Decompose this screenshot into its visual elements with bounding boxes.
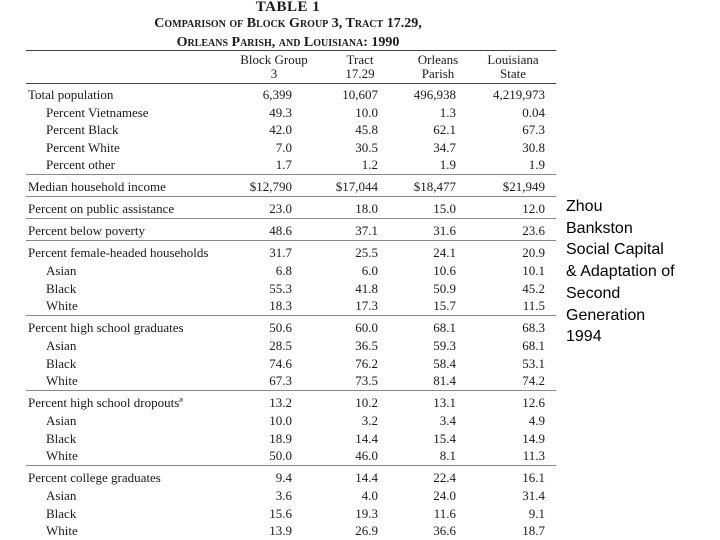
row-label: Percent Vietnamese	[46, 104, 149, 120]
row-value: 6.0	[361, 263, 378, 278]
table-row	[20, 372, 556, 390]
row-label: Black	[46, 505, 77, 521]
table-row	[20, 337, 556, 355]
row-label: Asian	[46, 488, 77, 503]
row-value: 8.1	[439, 448, 456, 463]
table-row	[20, 121, 556, 139]
row-value: 67.3	[522, 122, 545, 137]
row-value: 23.0	[269, 201, 292, 216]
row-value: 59.3	[433, 338, 456, 353]
comparison-table	[20, 0, 556, 540]
row-value: 1.3	[439, 104, 456, 120]
row-value: $18,477	[413, 179, 456, 194]
group-rule	[26, 174, 556, 175]
row-value: 3.6	[275, 488, 292, 503]
row-value: $12,790	[249, 179, 292, 194]
column-header-orleans-parish: Orleans Parish	[417, 52, 459, 81]
row-label: White	[46, 298, 78, 313]
table-row	[20, 355, 556, 373]
row-value: 49.3	[269, 104, 292, 120]
row-label: White	[46, 523, 78, 538]
citation-line: & Adaptation of	[566, 263, 675, 281]
row-label: Percent White	[46, 139, 120, 155]
row-value: 4.9	[528, 413, 545, 428]
row-value: 10.1	[522, 263, 545, 278]
row-value: 12.6	[522, 395, 545, 410]
row-value: 25.5	[355, 245, 378, 260]
table-row	[20, 412, 556, 430]
row-value: 37.1	[355, 223, 378, 238]
row-value: 30.8	[522, 139, 545, 155]
citation-line: Second	[566, 284, 621, 302]
citation-line: Zhou	[566, 198, 603, 215]
table-row	[20, 200, 556, 218]
row-value: 45.2	[522, 280, 545, 296]
row-value: 11.5	[522, 298, 545, 313]
row-value: 15.6	[269, 505, 292, 521]
table-title: TABLE 1	[255, 0, 321, 15]
row-value: 18.3	[269, 298, 292, 313]
row-value: 36.6	[433, 523, 456, 538]
table-row	[20, 139, 556, 157]
row-value: 31.7	[269, 245, 292, 260]
table-row	[20, 505, 556, 523]
table-row	[20, 262, 556, 280]
row-value: 16.1	[522, 470, 545, 485]
row-label: Asian	[46, 338, 77, 353]
row-value: 13.9	[269, 523, 292, 538]
row-value: 6.8	[275, 263, 292, 278]
table-row	[20, 447, 556, 465]
row-value: 26.9	[355, 523, 378, 538]
row-value: 68.3	[522, 320, 545, 335]
row-value: 73.5	[355, 373, 378, 388]
citation-line: Bankston	[566, 219, 633, 237]
header-rule-top	[26, 50, 556, 51]
table-row	[20, 469, 556, 487]
row-value: 13.2	[269, 395, 292, 410]
row-value: 3.2	[361, 413, 378, 428]
row-value: 11.6	[433, 505, 456, 521]
row-label: White	[46, 373, 78, 388]
row-value: 67.3	[269, 373, 292, 388]
row-value: 36.5	[355, 338, 378, 353]
row-value: 10.6	[433, 263, 456, 278]
row-value: 20.9	[522, 245, 545, 260]
row-value: 74.6	[269, 355, 292, 371]
row-value: 28.5	[269, 338, 292, 353]
column-header-louisiana-state: Louisiana State	[487, 52, 539, 81]
table-row	[20, 487, 556, 505]
citation-line: Social Capital	[566, 241, 664, 259]
row-label: Black	[46, 430, 77, 446]
row-value: 13.1	[433, 395, 456, 410]
row-value: 31.6	[433, 223, 456, 238]
row-value: 496,938	[413, 87, 456, 102]
row-value: 60.0	[355, 320, 378, 335]
row-value: 18.0	[355, 201, 378, 216]
row-label: Percent below poverty	[28, 223, 145, 238]
row-value: 15.7	[433, 298, 456, 313]
row-value: 1.2	[361, 157, 378, 172]
citation-line: Generation	[566, 306, 646, 324]
row-value: 23.6	[522, 223, 545, 238]
row-value: 14.4	[355, 470, 378, 485]
table-caption-line-1: Comparison of Block Group 3, Tract 17.29,	[154, 16, 422, 31]
row-label: Black	[46, 355, 77, 371]
row-value: 34.7	[433, 139, 456, 155]
row-value: 68.1	[522, 338, 545, 353]
row-label: Percent female-headed households	[28, 245, 209, 260]
row-label: Percent high school graduates	[28, 320, 184, 335]
group-rule	[26, 218, 556, 219]
row-value: 1.9	[439, 157, 456, 172]
row-value: 48.6	[269, 223, 292, 238]
table-row	[20, 394, 556, 412]
table-row	[20, 297, 556, 315]
row-value: 18.7	[522, 523, 545, 538]
row-value: 0.04	[522, 104, 545, 120]
row-value: 62.1	[433, 122, 456, 137]
row-value: 74.2	[522, 373, 545, 388]
row-value: 42.0	[269, 122, 292, 137]
row-label: Asian	[46, 263, 77, 278]
row-value: 10.0	[355, 104, 378, 120]
row-value: 46.0	[355, 448, 378, 463]
group-rule	[26, 315, 556, 316]
header-rule-bottom	[26, 83, 556, 84]
citation-line: 1994	[566, 328, 602, 346]
column-header-block-group: Block Group 3	[240, 52, 308, 81]
row-value: 76.2	[355, 355, 378, 371]
row-value: 6,399	[262, 87, 292, 102]
table-row	[20, 178, 556, 196]
row-label: Percent high school dropoutsª	[28, 395, 183, 410]
row-value: 10.2	[355, 395, 378, 410]
row-value: 24.1	[433, 245, 456, 260]
row-value: 24.0	[433, 488, 456, 503]
row-label: Median household income	[28, 179, 166, 194]
table-row	[20, 522, 556, 540]
row-value: 14.4	[355, 430, 378, 446]
table-row	[20, 319, 556, 337]
row-value: 4,219,973	[493, 87, 545, 102]
row-label: Total population	[28, 87, 114, 102]
row-value: 10,607	[342, 87, 378, 102]
row-value: 10.0	[269, 413, 292, 428]
row-label: Percent Black	[46, 122, 119, 137]
row-value: 45.8	[355, 122, 378, 137]
row-value: 30.5	[355, 139, 378, 155]
row-value: 18.9	[269, 430, 292, 446]
row-value: 3.4	[439, 413, 456, 428]
table-row	[20, 104, 556, 122]
group-rule	[26, 465, 556, 466]
row-label: White	[46, 448, 78, 463]
row-label: Percent college graduates	[28, 470, 161, 485]
row-label: Percent on public assistance	[28, 201, 175, 216]
row-value: 81.4	[433, 373, 456, 388]
row-value: 15.4	[433, 430, 456, 446]
group-rule	[26, 196, 556, 197]
table-row	[20, 430, 556, 448]
row-value: 19.3	[355, 505, 378, 521]
row-value: 4.0	[361, 488, 378, 503]
row-label: Black	[46, 280, 77, 296]
row-value: 50.6	[269, 320, 292, 335]
row-value: 14.9	[522, 430, 545, 446]
row-value: $17,044	[335, 179, 378, 194]
row-value: 55.3	[269, 280, 292, 296]
row-value: 9.4	[275, 470, 292, 485]
table-row	[20, 280, 556, 298]
citation-note	[566, 196, 716, 348]
row-value: 58.4	[433, 355, 456, 371]
row-value: 7.0	[275, 139, 292, 155]
group-rule	[26, 240, 556, 241]
row-value: 22.4	[433, 470, 456, 485]
table-row	[20, 156, 556, 174]
row-value: 68.1	[433, 320, 456, 335]
group-rule	[26, 390, 556, 391]
row-value: $21,949	[502, 179, 545, 194]
row-value: 50.0	[269, 448, 292, 463]
row-value: 50.9	[433, 280, 456, 296]
table-caption-line-2: Orleans Parish, and Louisiana: 1990	[176, 35, 400, 50]
row-value: 17.3	[355, 298, 378, 313]
row-value: 11.3	[522, 448, 545, 463]
row-value: 9.1	[528, 505, 545, 521]
row-value: 53.1	[522, 355, 545, 371]
column-header-tract: Tract 17.29	[345, 52, 375, 81]
row-value: 1.9	[528, 157, 545, 172]
row-label: Percent other	[46, 157, 115, 172]
table-row	[20, 222, 556, 240]
row-value: 31.4	[522, 488, 545, 503]
row-value: 41.8	[355, 280, 378, 296]
row-label: Asian	[46, 413, 77, 428]
table-row	[20, 86, 556, 104]
row-value: 1.7	[275, 157, 292, 172]
row-value: 12.0	[522, 201, 545, 216]
row-value: 15.0	[433, 201, 456, 216]
table-row	[20, 244, 556, 262]
